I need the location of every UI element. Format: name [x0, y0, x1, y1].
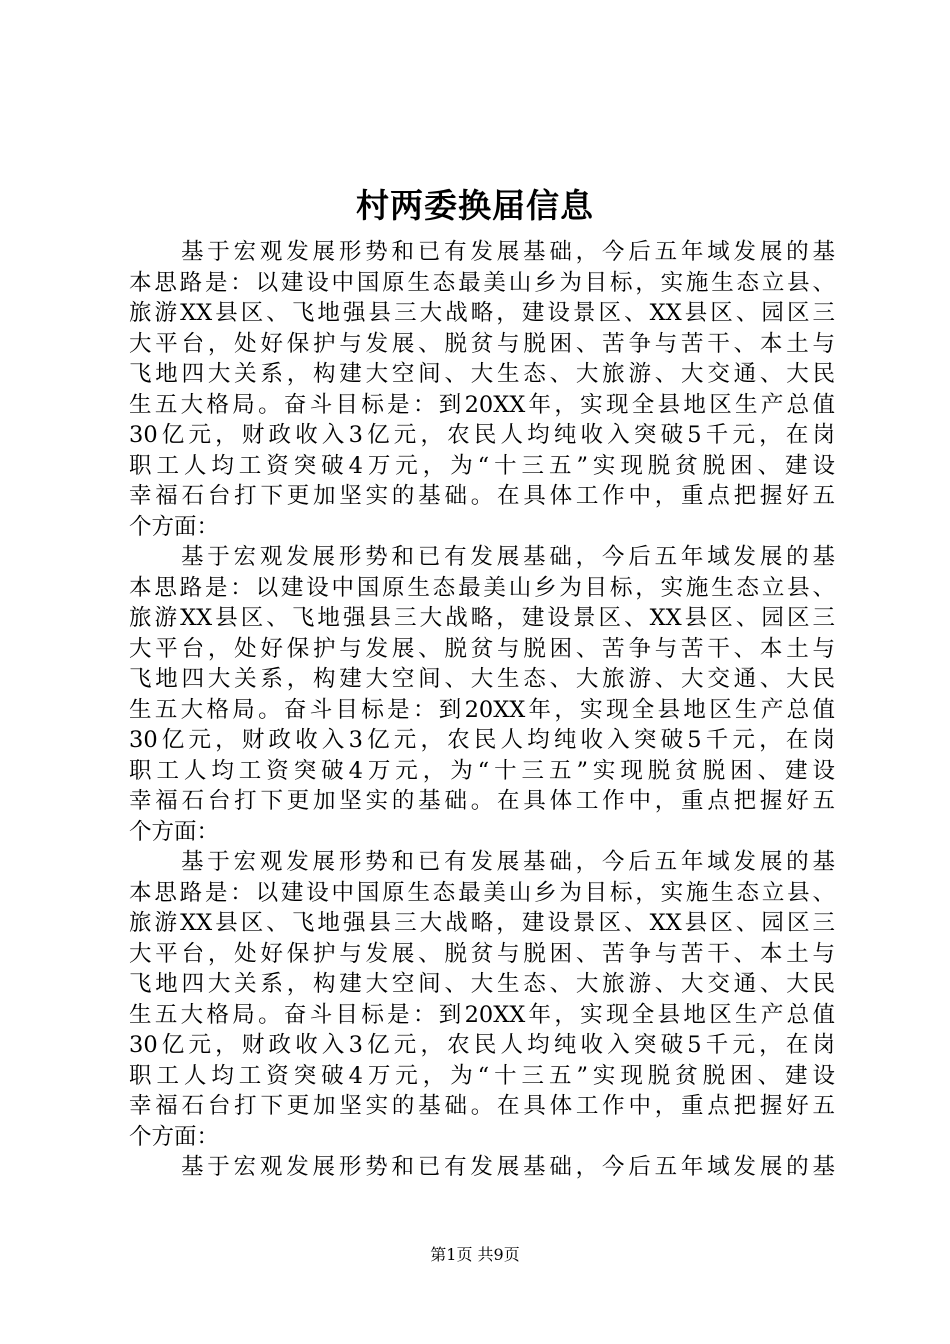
text-line: 30亿元，财政收入3亿元，农民人均纯收入突破5千元，在岗 [129, 727, 835, 753]
paragraph [129, 1152, 835, 1183]
text-line: 本思路是：以建设中国原生态最美山乡为目标，实施生态立县、 [129, 879, 835, 906]
text-line: 生五大格局。奋斗目标是：到20XX年，实现全县地区生产总值 [129, 1001, 835, 1028]
text-line: 本思路是：以建设中国原生态最美山乡为目标，实施生态立县、 [129, 574, 835, 601]
text-line: 飞地四大关系，构建大空间、大生态、大旅游、大交通、大民 [129, 361, 835, 387]
text-line: 大平台，处好保护与发展、脱贫与脱困、苦争与苦干、本土与 [129, 635, 835, 662]
text-line: 个方面： [129, 1123, 220, 1150]
text-line: 30亿元，财政收入3亿元，农民人均纯收入突破5千元，在岗 [129, 1032, 835, 1058]
text-line: 基于宏观发展形势和已有发展基础，今后五年域发展的基 [181, 239, 835, 265]
text-line: 职工人均工资突破4万元，为“十三五”实现脱贫脱困、建设 [129, 757, 835, 784]
document-body [129, 237, 835, 1183]
paragraph [129, 847, 835, 1152]
text-line: 个方面： [129, 818, 220, 845]
page-footer: 第1页 共9页 [430, 1245, 520, 1264]
text-line: 基于宏观发展形势和已有发展基础，今后五年域发展的基 [181, 1154, 835, 1180]
text-line: 职工人均工资突破4万元，为“十三五”实现脱贫脱困、建设 [129, 452, 835, 479]
text-line: 基于宏观发展形势和已有发展基础，今后五年域发展的基 [181, 544, 835, 570]
text-line: 大平台，处好保护与发展、脱贫与脱困、苦争与苦干、本土与 [129, 940, 835, 967]
paragraph [129, 542, 835, 847]
text-line: 飞地四大关系，构建大空间、大生态、大旅游、大交通、大民 [129, 971, 835, 997]
text-line: 旅游XX县区、飞地强县三大战略，建设景区、XX县区、园区三 [129, 300, 835, 326]
text-line: 职工人均工资突破4万元，为“十三五”实现脱贫脱困、建设 [129, 1062, 835, 1089]
text-line: 旅游XX县区、飞地强县三大战略，建设景区、XX县区、园区三 [129, 605, 835, 631]
text-line: 个方面： [129, 513, 220, 540]
text-line: 飞地四大关系，构建大空间、大生态、大旅游、大交通、大民 [129, 666, 835, 692]
text-line: 生五大格局。奋斗目标是：到20XX年，实现全县地区生产总值 [129, 696, 835, 723]
text-line: 幸福石台打下更加坚实的基础。在具体工作中，重点把握好五 [129, 483, 835, 509]
text-line: 基于宏观发展形势和已有发展基础，今后五年域发展的基 [181, 849, 835, 875]
text-line: 生五大格局。奋斗目标是：到20XX年，实现全县地区生产总值 [129, 391, 835, 418]
text-line: 大平台，处好保护与发展、脱贫与脱困、苦争与苦干、本土与 [129, 330, 835, 357]
page-title: 村两委换届信息 [356, 186, 594, 225]
text-line: 幸福石台打下更加坚实的基础。在具体工作中，重点把握好五 [129, 1093, 835, 1119]
text-line: 旅游XX县区、飞地强县三大战略，建设景区、XX县区、园区三 [129, 910, 835, 936]
text-line: 30亿元，财政收入3亿元，农民人均纯收入突破5千元，在岗 [129, 422, 835, 448]
text-line: 幸福石台打下更加坚实的基础。在具体工作中，重点把握好五 [129, 788, 835, 814]
paragraph [129, 237, 835, 542]
text-line: 本思路是：以建设中国原生态最美山乡为目标，实施生态立县、 [129, 269, 835, 296]
